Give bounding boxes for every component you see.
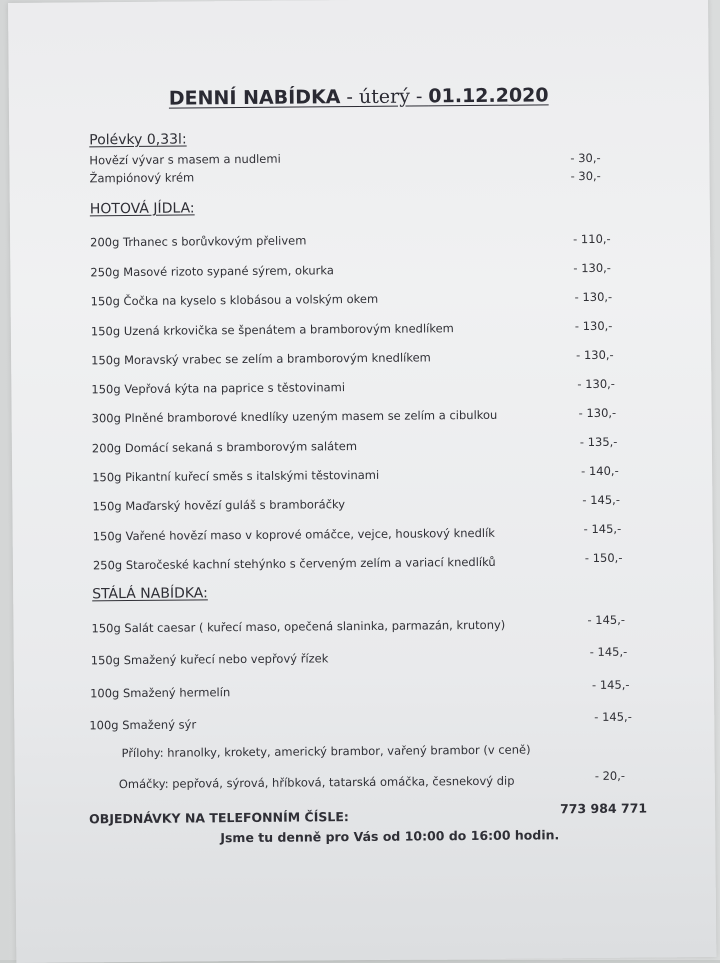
meal-item-price: - 135,- — [579, 434, 618, 450]
permanent-item-name: 100g Smažený hermelín — [89, 685, 231, 701]
soup-item-price: - 30,- — [570, 150, 601, 166]
meal-item-name: 150g Maďarský hovězí guláš s bramboráčky — [92, 497, 346, 514]
meal-item-name: 150g Vepřová kýta na paprice s těstovinami — [91, 380, 346, 397]
phone-number: 773 984 771 — [560, 800, 648, 817]
soup-item-price: - 30,- — [570, 168, 601, 184]
sauces-price: - 20,- — [594, 768, 626, 783]
meal-item-name: 250g Staročeské kachní stehýnko s červeným zelím a variací knedlíků — [92, 554, 496, 573]
meal-item-name: 250g Masové rizoto sypané sýrem, okurka — [90, 263, 334, 280]
permanent-item-price: - 145,- — [589, 644, 628, 660]
title-day: úterý — [358, 85, 410, 108]
sauces-note: Omáčky: pepřová, sýrová, hříbková, tatarská omáčka, česnekový dip — [118, 773, 515, 792]
meal-item-price: - 130,- — [574, 289, 613, 305]
opening-hours: Jsme tu denně pro Vás od 10:00 do 16:00 hodin. — [220, 827, 560, 846]
soups-heading: Polévky 0,33l: — [89, 131, 187, 149]
meal-item-name: 200g Domácí sekaná s bramborovým salátem — [91, 439, 358, 456]
meal-item-price: - 145,- — [582, 492, 620, 508]
meal-item-price: - 130,- — [573, 260, 611, 276]
meal-item-price: - 110,- — [573, 231, 611, 247]
permanent-item-name: 150g Salát caesar ( kuřecí maso, opečená slaninka, parmazán, krutony) — [91, 617, 506, 636]
ready-meals-heading: HOTOVÁ JÍDLA: — [89, 200, 195, 218]
meal-item-name: 200g Trhanec s borůvkovým přelivem — [90, 233, 307, 250]
soup-item-name: Žampiónový krém — [89, 170, 195, 186]
meal-item-price: - 145,- — [583, 521, 622, 537]
meal-item-price: - 150,- — [584, 550, 623, 566]
permanent-item-name: 150g Smažený kuřecí nebo vepřový řízek — [90, 651, 329, 668]
permanent-item-price: - 145,- — [591, 677, 630, 692]
meal-item-price: - 130,- — [574, 318, 613, 334]
soup-item-name: Hovězí vývar s masem a nudlemi — [89, 151, 281, 168]
title-text: DENNÍ NABÍDKA — [168, 86, 341, 110]
orders-label: OBJEDNÁVKY NA TELEFONNÍM ČÍSLE: — [89, 809, 349, 827]
sides-note: Přílohy: hranolky, krokety, americký brambor, vařený brambor (v ceně) — [121, 742, 531, 761]
meal-item-name: 150g Čočka na kyselo s klobásou a volským okem — [90, 291, 379, 309]
permanent-item-price: - 145,- — [587, 612, 626, 628]
title-sep-1: - — [340, 85, 360, 109]
meal-item-name: 150g Vařené hovězí maso v koprové omáčce, vejce, houskový knedlík — [92, 525, 495, 544]
page-title — [169, 84, 549, 109]
meal-item-name: 150g Pikantní kuřecí směs s italskými těstovinami — [92, 467, 380, 485]
meal-item-price: - 130,- — [578, 405, 617, 421]
meal-item-name: 300g Plněné bramborové knedlíky uzeným masem se zelím a cibulkou — [91, 407, 498, 426]
meal-item-price: - 130,- — [577, 376, 615, 392]
meal-item-price: - 130,- — [576, 347, 614, 363]
meal-item-name: 150g Uzená krkovička se špenátem a bramborovým knedlíkem — [90, 321, 454, 339]
title-sep-2: - — [409, 85, 429, 108]
permanent-heading: STÁLÁ NABÍDKA: — [92, 585, 208, 603]
permanent-item-price: - 145,- — [594, 709, 632, 724]
title-date: 01.12.2020 — [428, 84, 549, 108]
meal-item-name: 150g Moravský vrabec se zelím a bramborovým knedlíkem — [91, 350, 431, 368]
menu-sheet — [8, 0, 716, 963]
meal-item-price: - 140,- — [581, 463, 619, 479]
permanent-item-name: 100g Smažený sýr — [89, 717, 197, 733]
